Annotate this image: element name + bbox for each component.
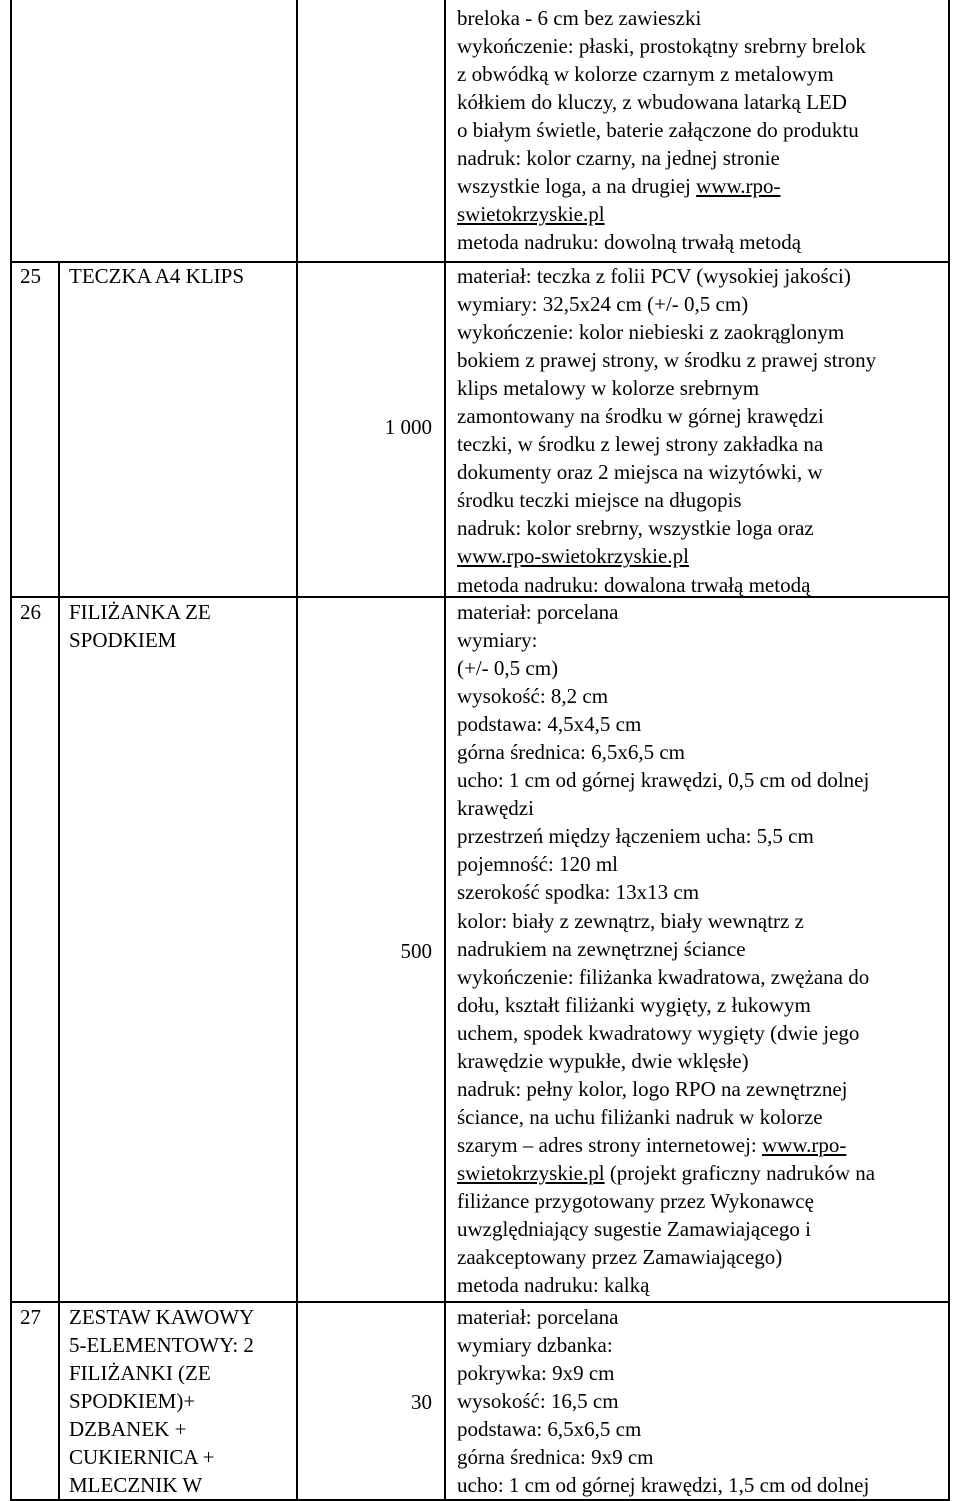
description-text: krawędzie wypukłe, dwie wklęsłe) xyxy=(457,1048,749,1073)
description-line xyxy=(457,935,875,963)
item-description xyxy=(457,598,875,1299)
description-line xyxy=(457,228,866,256)
description-text: biały z zewnątrz, biały wewnątrz z xyxy=(507,908,804,933)
item-name-line: MLECZNIK W xyxy=(69,1473,203,1497)
description-line xyxy=(457,766,875,794)
description-text: bokiem z prawej strony, w środku z prawej strony xyxy=(457,348,877,373)
description-line xyxy=(457,514,876,542)
description-line xyxy=(457,318,876,346)
table-border-right xyxy=(948,0,950,1501)
description-text: klips metalowy w kolorze srebrnym xyxy=(457,376,760,401)
description-line xyxy=(457,1415,869,1443)
description-text: wymiary: xyxy=(457,292,538,317)
description-line xyxy=(457,32,866,60)
item-name-line: SPODKIEM)+ xyxy=(69,1389,196,1413)
description-line xyxy=(457,1103,875,1131)
website-link[interactable]: swietokrzyskie.pl xyxy=(457,202,605,227)
description-line xyxy=(457,1443,869,1471)
description-text: nadrukiem na zewnętrznej ściance xyxy=(457,936,746,961)
row-number: 27 xyxy=(20,1305,41,1329)
intro-description xyxy=(457,4,866,256)
item-name xyxy=(69,1303,254,1499)
description-text: pokrywka: 9x9 cm xyxy=(457,1361,615,1386)
item-description xyxy=(457,262,876,599)
description-text: kolor niebieski z zaokrąglonym xyxy=(573,320,845,345)
description-text: metoda nadruku: xyxy=(457,230,599,255)
item-quantity: 30 xyxy=(411,1390,432,1414)
website-link[interactable]: www.rpo- xyxy=(696,174,781,199)
description-text: dokumenty oraz 2 miejsca na wizytówki, w xyxy=(457,460,823,485)
description-text: (+/- 0,5 cm) xyxy=(457,656,559,681)
item-name-line: DZBANEK + xyxy=(69,1417,187,1441)
description-text: wymiary: xyxy=(457,628,538,653)
table-border-col1 xyxy=(58,263,60,1501)
table-border-col2 xyxy=(296,0,298,1501)
description-line xyxy=(457,116,866,144)
description-line xyxy=(457,290,876,318)
description-line xyxy=(457,963,875,991)
description-text: wykończenie: xyxy=(457,34,574,59)
description-text: zaakceptowany przez Zamawiającego) xyxy=(457,1245,783,1270)
description-line xyxy=(457,200,866,228)
description-text: przestrzeń między łączeniem ucha: 5,5 cm xyxy=(457,824,814,849)
description-line xyxy=(457,738,875,766)
description-text: teczki, w środku z lewej strony zakładka na xyxy=(457,432,824,457)
description-text: wymiary dzbanka: xyxy=(457,1333,613,1358)
item-name xyxy=(69,262,244,290)
item-name-line: FILIŻANKA ZE xyxy=(69,600,211,624)
description-line xyxy=(457,794,875,822)
description-line xyxy=(457,1387,869,1415)
description-line xyxy=(457,1187,875,1215)
description-text: środku teczki miejsce na długopis xyxy=(457,488,742,513)
description-text: wykończenie: xyxy=(457,964,574,989)
description-line xyxy=(457,1331,869,1359)
description-text: teczka z folii PCV (wysokiej jakości) xyxy=(531,264,851,288)
description-text: dołu, kształt filiżanki wygięty, z łukowym xyxy=(457,992,811,1017)
description-text: materiał: xyxy=(457,1305,532,1329)
description-text: wszystkie loga, a na drugiej xyxy=(457,174,697,199)
item-description xyxy=(457,1303,869,1499)
item-quantity: 500 xyxy=(400,939,432,963)
description-text: płaski, prostokątny srebrny brelok xyxy=(573,34,866,59)
row-number: 26 xyxy=(20,600,41,624)
description-text: 32,5x24 cm (+/- 0,5 cm) xyxy=(537,292,749,317)
description-text: wysokość: 8,2 cm xyxy=(457,684,609,709)
description-line xyxy=(457,991,875,1019)
description-line xyxy=(457,598,875,626)
description-line xyxy=(457,144,866,172)
description-line xyxy=(457,172,866,200)
item-name-line: SPODKIEM xyxy=(69,628,177,652)
description-text: uwzględniający sugestie Zamawiającego i xyxy=(457,1217,811,1242)
description-text: metoda nadruku: xyxy=(457,572,599,597)
description-text: szarym – adres strony internetowej: xyxy=(457,1132,762,1157)
description-text: filiżance przygotowany przez Wykonawcę xyxy=(457,1188,814,1213)
description-text: porcelana xyxy=(531,1305,619,1329)
description-line xyxy=(457,1471,869,1499)
description-text: materiał: xyxy=(457,264,532,288)
description-text: ucho: 1 cm od górnej krawędzi, 1,5 cm od dolnej xyxy=(457,1473,870,1498)
description-text: kolor srebrny, wszystkie loga oraz xyxy=(521,516,814,541)
description-line xyxy=(457,88,866,116)
description-line xyxy=(457,654,875,682)
description-line xyxy=(457,1075,875,1103)
description-line xyxy=(457,1359,869,1387)
description-line xyxy=(457,60,866,88)
description-text: górna średnica: 6,5x6,5 cm xyxy=(457,740,686,765)
item-name xyxy=(69,598,211,654)
description-text: nadruk: xyxy=(457,516,522,541)
description-line xyxy=(457,4,866,32)
description-line xyxy=(457,822,875,850)
description-line xyxy=(457,1019,875,1047)
description-text: szerokość spodka: 13x13 cm xyxy=(457,880,700,905)
description-text: wykończenie: xyxy=(457,320,574,345)
description-line xyxy=(457,878,875,906)
description-text: krawędzi xyxy=(457,796,534,821)
website-link[interactable]: www.rpo-swietokrzyskie.pl xyxy=(457,544,689,569)
description-line xyxy=(457,346,876,374)
description-text: nadruk: xyxy=(457,146,522,171)
description-line xyxy=(457,262,876,290)
item-name-line: TECZKA A4 KLIPS xyxy=(69,264,245,288)
description-line xyxy=(457,402,876,430)
description-text: pojemność: 120 ml xyxy=(457,852,618,877)
description-text: breloka - 6 cm bez zawieszki xyxy=(457,6,702,30)
description-line xyxy=(457,458,876,486)
description-text: dowalona trwałą metodą xyxy=(598,572,811,597)
description-line xyxy=(457,1131,875,1159)
description-text: zamontowany na środku w górnej krawędzi xyxy=(457,404,824,429)
description-text: ściance, na uchu filiżanki nadruk w kolorze xyxy=(457,1104,823,1129)
description-line xyxy=(457,1159,875,1187)
description-line xyxy=(457,907,875,935)
description-text: pełny kolor, logo RPO na zewnętrznej xyxy=(521,1076,848,1101)
description-text: podstawa: 6,5x6,5 cm xyxy=(457,1417,642,1442)
description-line xyxy=(457,682,875,710)
description-line xyxy=(457,626,875,654)
description-line xyxy=(457,1243,875,1271)
website-link[interactable]: www.rpo- xyxy=(762,1132,847,1157)
description-text: (projekt graficzny nadruków na xyxy=(604,1160,876,1185)
description-text: kolor czarny, na jednej stronie xyxy=(521,146,780,171)
description-line xyxy=(457,1303,869,1331)
item-name-line: FILIŻANKI (ZE xyxy=(69,1361,211,1385)
description-text: z obwódką w kolorze czarnym z metalowym xyxy=(457,62,834,87)
description-line xyxy=(457,1271,875,1299)
description-text: podstawa: 4,5x4,5 cm xyxy=(457,712,642,737)
description-line xyxy=(457,710,875,738)
description-text: porcelana xyxy=(531,600,619,624)
description-text: ucho: 1 cm od górnej krawędzi, 0,5 cm od dolnej xyxy=(457,768,870,793)
table-border-left xyxy=(10,0,12,1501)
item-name-line: 5-ELEMENTOWY: 2 xyxy=(69,1333,254,1357)
row-number: 25 xyxy=(20,264,41,288)
description-text: filiżanka kwadratowa, zwężana do xyxy=(573,964,870,989)
description-text: dowolną trwałą metodą xyxy=(598,230,802,255)
description-text: górna średnica: 9x9 cm xyxy=(457,1445,654,1470)
item-name-line: ZESTAW KAWOWY xyxy=(69,1305,255,1329)
description-text: uchem, spodek kwadratowy wygięty (dwie jego xyxy=(457,1020,860,1045)
description-line xyxy=(457,850,875,878)
description-text: kolor: xyxy=(457,908,508,933)
item-quantity: 1 000 xyxy=(384,415,432,439)
description-line xyxy=(457,1215,875,1243)
description-text: nadruk: xyxy=(457,1076,522,1101)
description-line xyxy=(457,571,876,599)
description-line xyxy=(457,542,876,570)
description-text: metoda nadruku: xyxy=(457,1273,599,1298)
item-name-line: CUKIERNICA + xyxy=(69,1445,215,1469)
description-text: materiał: xyxy=(457,600,532,624)
description-text: kalką xyxy=(598,1273,650,1298)
description-line xyxy=(457,430,876,458)
description-line xyxy=(457,1047,875,1075)
description-text: wysokość: 16,5 cm xyxy=(457,1389,619,1414)
table-border-col3 xyxy=(444,0,446,1501)
description-line xyxy=(457,374,876,402)
description-line xyxy=(457,486,876,514)
website-link[interactable]: swietokrzyskie.pl xyxy=(457,1160,605,1185)
description-text: o białym świetle, baterie załączone do produktu xyxy=(457,118,859,143)
description-text: kółkiem do kluczy, z wbudowana latarką LED xyxy=(457,90,847,115)
